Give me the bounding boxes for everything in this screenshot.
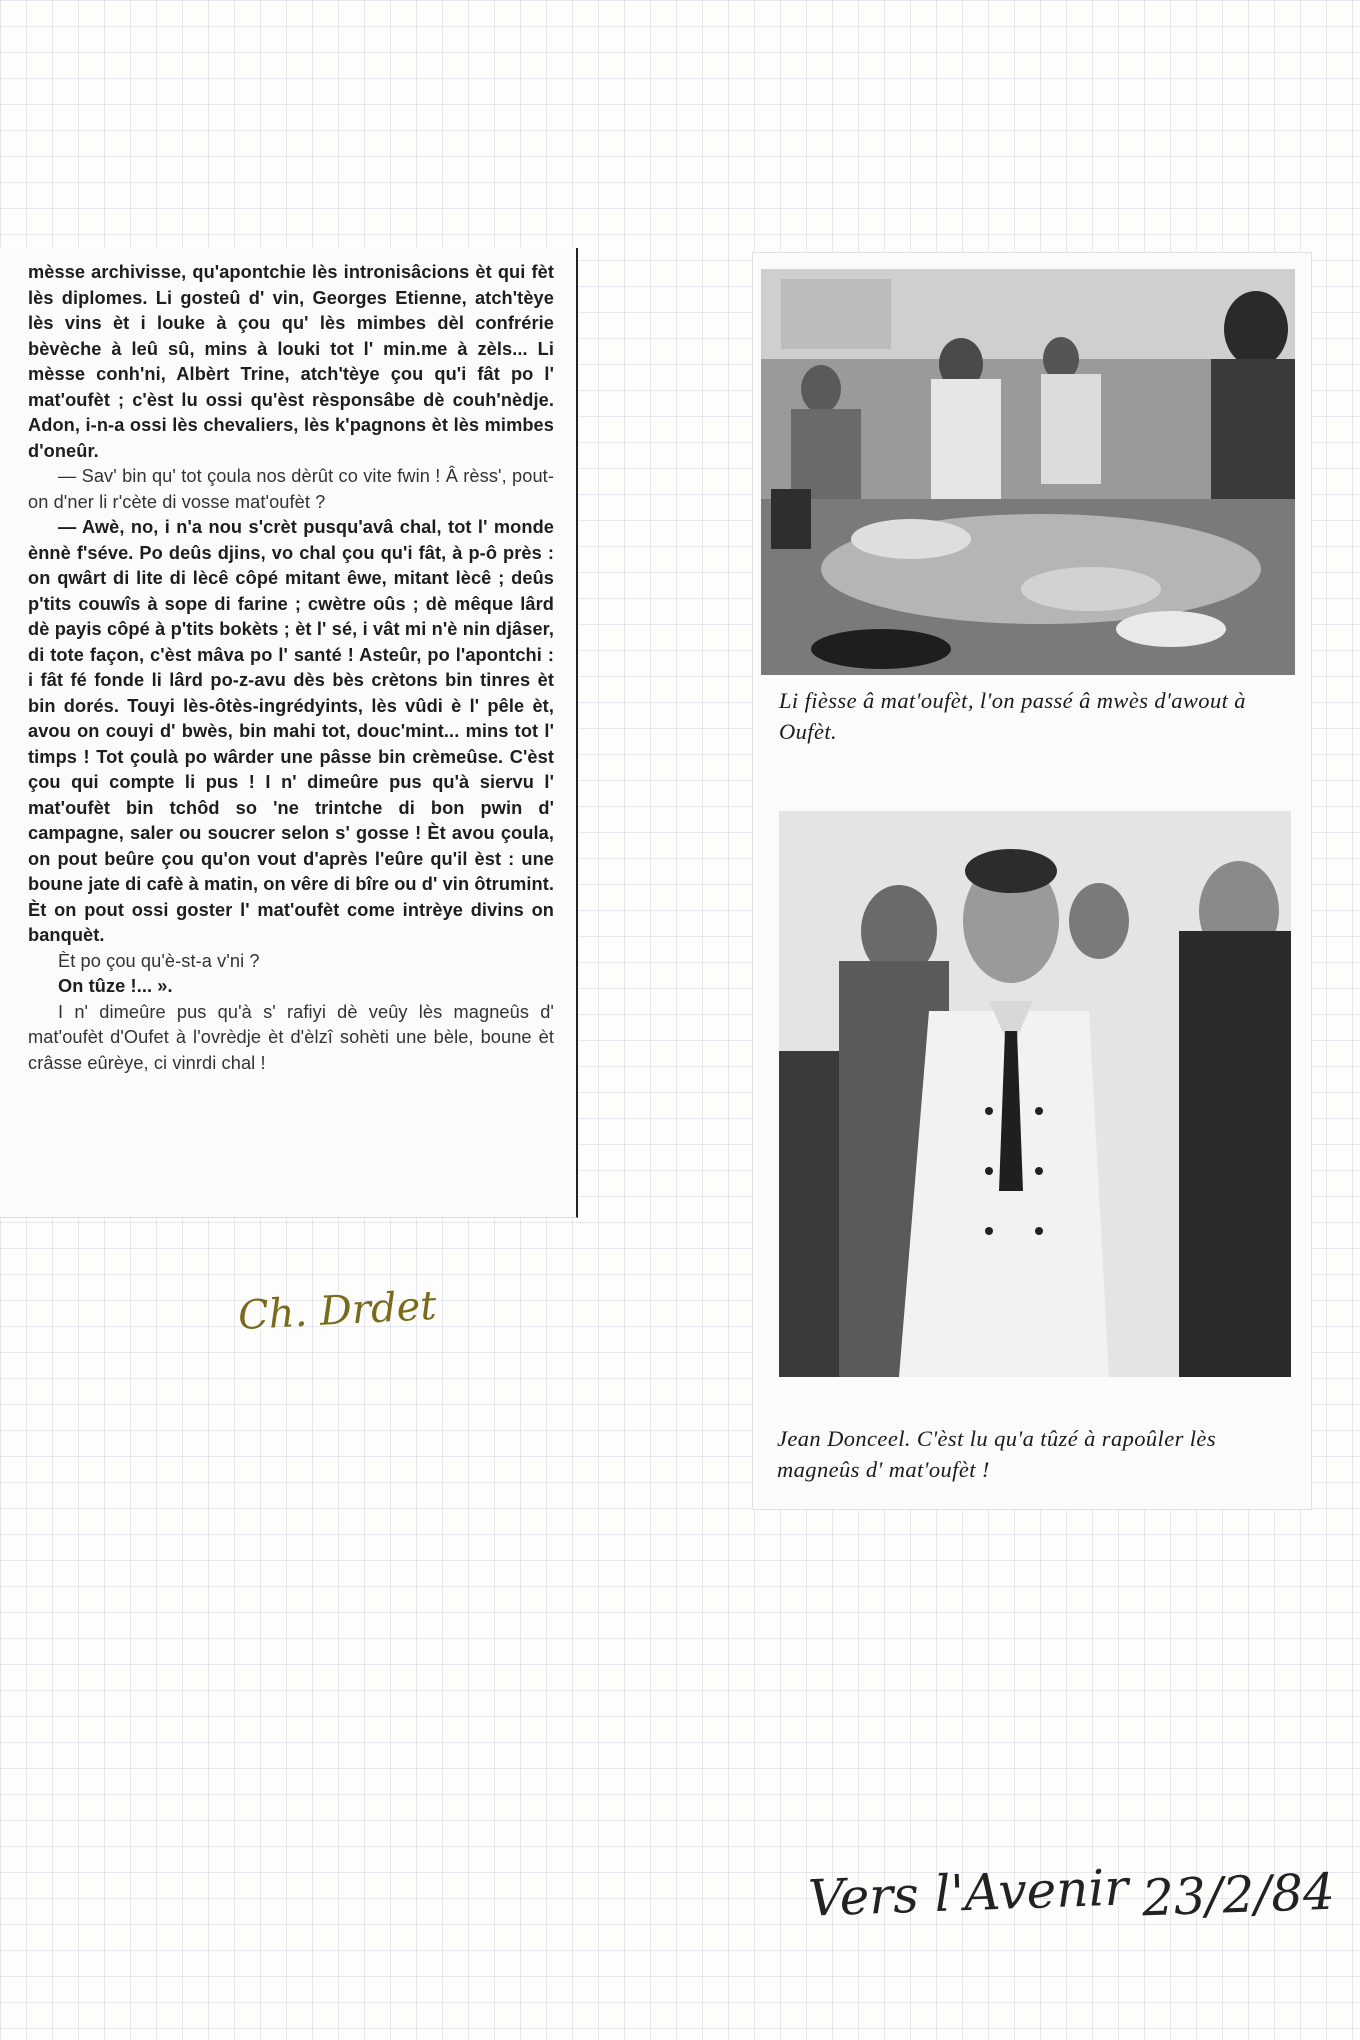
article-paragraph: On tûze !... ». [58,976,173,996]
festival-photo-caption: Li fièsse â mat'oufèt, l'on passé â mwès d'awout à Oufèt. [779,688,1246,744]
article-paragraph: I n' dimeûre pus qu'à s' rafiyi dè veûy lès magneûs d' mat'oufèt d'Oufet à l'ovrèdje èt d'èlzî sohèti une bèle, boune èt crâsse eûrèye, ci vinrdi chal ! [28,1001,554,1073]
article-paragraph: — Sav' bin qu' tot çoula nos dèrût co vite fwin ! Â rèss', pout-on d'ner li r'cète di vosse mat'oufèt ? [28,466,554,512]
article-paragraph: mèsse archivisse, qu'apontchie lès intronisâcions èt qui fèt lès diplomes. Li gosteû d' vin, Georges Etienne, atch'tèye lès vins èt i louke à çou qu' lès mimbes dèl confrérie bèvèche à leû sû, mins à louki tot l' min.me à zèls... Li mèsse conh'ni, Albèrt Trine, atch'tèye çou qu'i fât po l' mat'oufèt ; c'èst lu ossi qu'èst rèsponsâbe dè couh'nèdje. Adon, i-n-a ossi lès chevaliers, lès k'pagnons èt lès mimbes d'oneûr. [28,262,554,461]
portrait-photo [779,811,1291,1377]
festival-photo-image [761,269,1295,675]
festival-photo [761,269,1295,675]
photo-clipping [752,252,1312,1510]
article-paragraph: — Awè, no, i n'a nou s'crèt pusqu'avâ chal, tot l' monde ènnè f'séve. Po deûs djins, vo chal çou qu'i fât, à p-ô près : on qwârt di lite di lècê côpé mitant êwe, mitant lècê ; deûs p'tits couwîs à sope di farine ; cwètre oûs ; dè mêque lârd dè payis côpé à p'tits bokèts ; èt l' sé, i vât mi n'è nin djâser, di tote façon, c'èst mâva po l' santé ! Asteûr, po l'apontchi : i fât fé fonde li lârd po-z-avu dès bès crètons bin tinres èt bin dorés. Touyi lès-ôtès-ingrédyints, lès vûdi è l' pêle èt, avou on couyi d' bwès, bin mahi tot, douc'mint... mins tot l' timps ! Tot çoulà po wârder une pâsse bin crèmeûse. C'èst çou qui compte li pus ! I n' dimeûre pus qu'à siervu l' mat'oufèt bin tchôd so 'ne trintche di bon pwin d' campagne, saler ou soucrer selon s' gosse ! Èt avou çoula, on pout beûre çou qu'on vout d'après l'eûre qu'il èst : une boune jate di cafè à matin, on vêre di bîre ou d' vin ôtrumint. Èt on pout ossi goster l' mat'oufèt come intrèye divins on banquèt. [28,517,555,945]
portrait-photo-caption: Jean Donceel. C'èst lu qu'a tûzé à rapoûler lès magneûs d' mat'oufèt ! [777,1426,1216,1482]
article-body [28,260,554,1076]
portrait-photo-image [779,811,1291,1377]
handwritten-signature: Ch. Drdet [236,1282,438,1340]
handwritten-source: Vers l'Avenir [807,1858,1130,1928]
handwritten-date: 23/2/84 [1141,1862,1336,1928]
article-clipping [0,248,578,1218]
article-paragraph: Èt po çou qu'è-st-a v'ni ? [58,950,260,971]
